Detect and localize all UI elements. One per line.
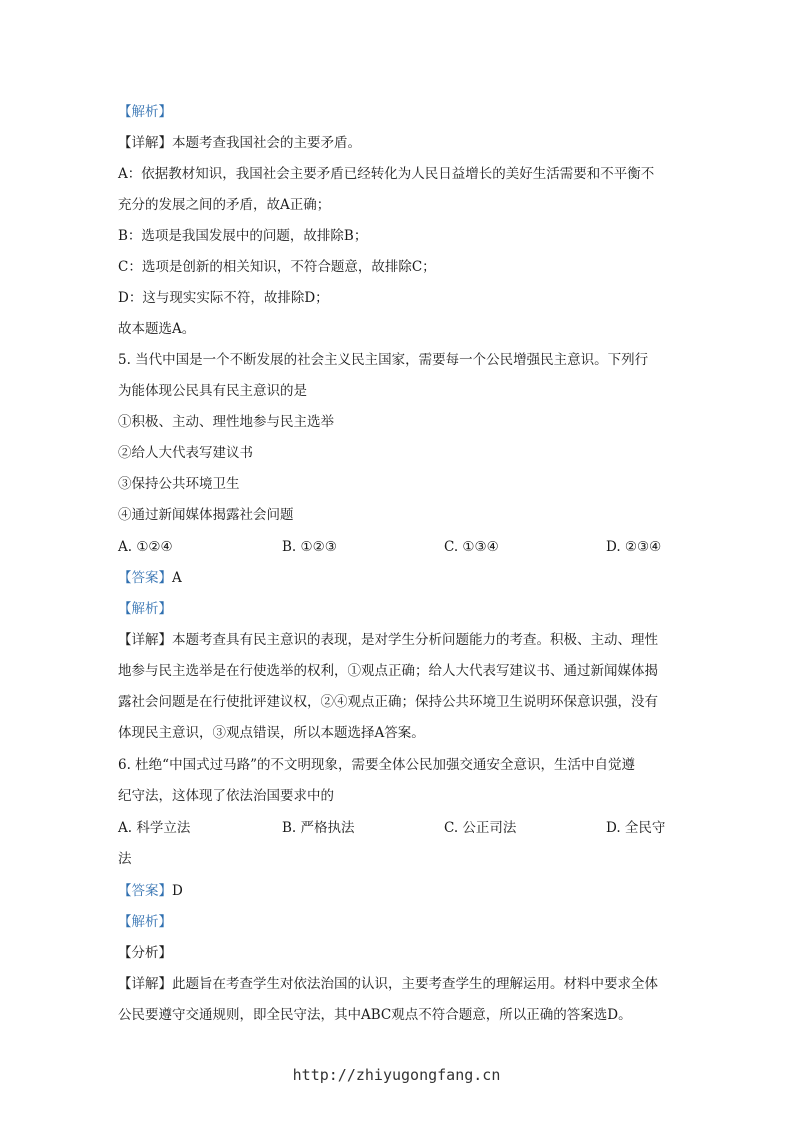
q6-option-b: B. 严格执法 <box>282 820 355 836</box>
q6-stem-line2: 纪守法，这体现了依法治国要求中的 <box>118 788 334 804</box>
q4-option-a-line1: A：依据教材知识，我国社会主要矛盾已经转化为人民日益增长的美好生活需要和不平衡不 <box>118 166 655 182</box>
q5-option-d: D. ②③④ <box>606 539 662 555</box>
q5-detail-line3: 露社会问题是在行使批评建议权，②④观点正确；保持公共环境卫生说明环保意识强，没有 <box>118 694 658 710</box>
q5-answer-value: A <box>172 570 182 586</box>
q6-detail-line2: 公民要遵守交通规则，即全民守法，其中ABC观点不符合题意，所以正确的答案选D。 <box>118 1007 632 1023</box>
q5-stem-line2: 为能体现公民具有民主意识的是 <box>118 383 307 399</box>
q6-fenxi-tag: 【分析】 <box>118 945 172 961</box>
q4-option-d: D：这与现实实际不符，故排除D； <box>118 290 329 306</box>
q5-detail-line1: 【详解】本题考查具有民主意识的表现，是对学生分析问题能力的考查。积极、主动、理性 <box>118 632 658 648</box>
q6-answer-tag: 【答案】 <box>118 883 172 899</box>
q5-option-b: B. ①②③ <box>282 539 337 555</box>
q6-stem-line1: 6. 杜绝“中国式过马路”的不文明现象，需要全体公民加强交通安全意识，生活中自觉遵 <box>118 757 635 773</box>
q5-option-c: C. ①③④ <box>444 539 499 555</box>
footer-url: http://zhiyugongfang.cn <box>292 1066 501 1084</box>
q5-item-4: ④通过新闻媒体揭露社会问题 <box>118 507 294 523</box>
q4-conclusion: 故本题选A。 <box>118 321 196 337</box>
q4-option-c: C：选项是创新的相关知识，不符合题意，故排除C； <box>118 259 436 275</box>
q6-answer <box>118 885 183 899</box>
q4-analysis-tag: 【解析】 <box>118 104 172 120</box>
q6-option-d: D. 全民守 <box>606 820 666 836</box>
q5-answer <box>118 572 182 586</box>
q5-detail-line2: 地参与民主选举是在行使选举的权利，①观点正确；给人大代表写建议书、通过新闻媒体揭 <box>118 663 658 679</box>
q5-item-1: ①积极、主动、理性地参与民主选举 <box>118 414 334 430</box>
q5-detail-line4: 体现民主意识，③观点错误，所以本题选择A答案。 <box>118 725 425 741</box>
q6-option-c: C. 公正司法 <box>444 820 517 836</box>
q6-option-wrap: 法 <box>118 851 132 867</box>
q5-stem-line1: 5. 当代中国是一个不断发展的社会主义民主国家，需要每一个公民增强民主意识。下列行 <box>118 352 649 368</box>
q4-option-b: B：选项是我国发展中的问题，故排除B； <box>118 228 368 244</box>
q4-detail: 【详解】本题考查我国社会的主要矛盾。 <box>118 135 361 151</box>
q5-answer-tag: 【答案】 <box>118 570 172 586</box>
q6-analysis-tag: 【解析】 <box>118 914 172 930</box>
q5-analysis-tag: 【解析】 <box>118 601 172 617</box>
q5-option-a: A. ①②④ <box>118 539 173 555</box>
q4-option-a-line2: 充分的发展之间的矛盾，故A正确； <box>118 197 331 213</box>
q6-answer-value: D <box>172 883 183 899</box>
q5-item-3: ③保持公共环境卫生 <box>118 476 240 492</box>
q6-option-a: A. 科学立法 <box>118 820 191 836</box>
q6-detail-line1: 【详解】此题旨在考查学生对依法治国的认识，主要考查学生的理解运用。材料中要求全体 <box>118 976 658 992</box>
q5-item-2: ②给人大代表写建议书 <box>118 445 253 461</box>
